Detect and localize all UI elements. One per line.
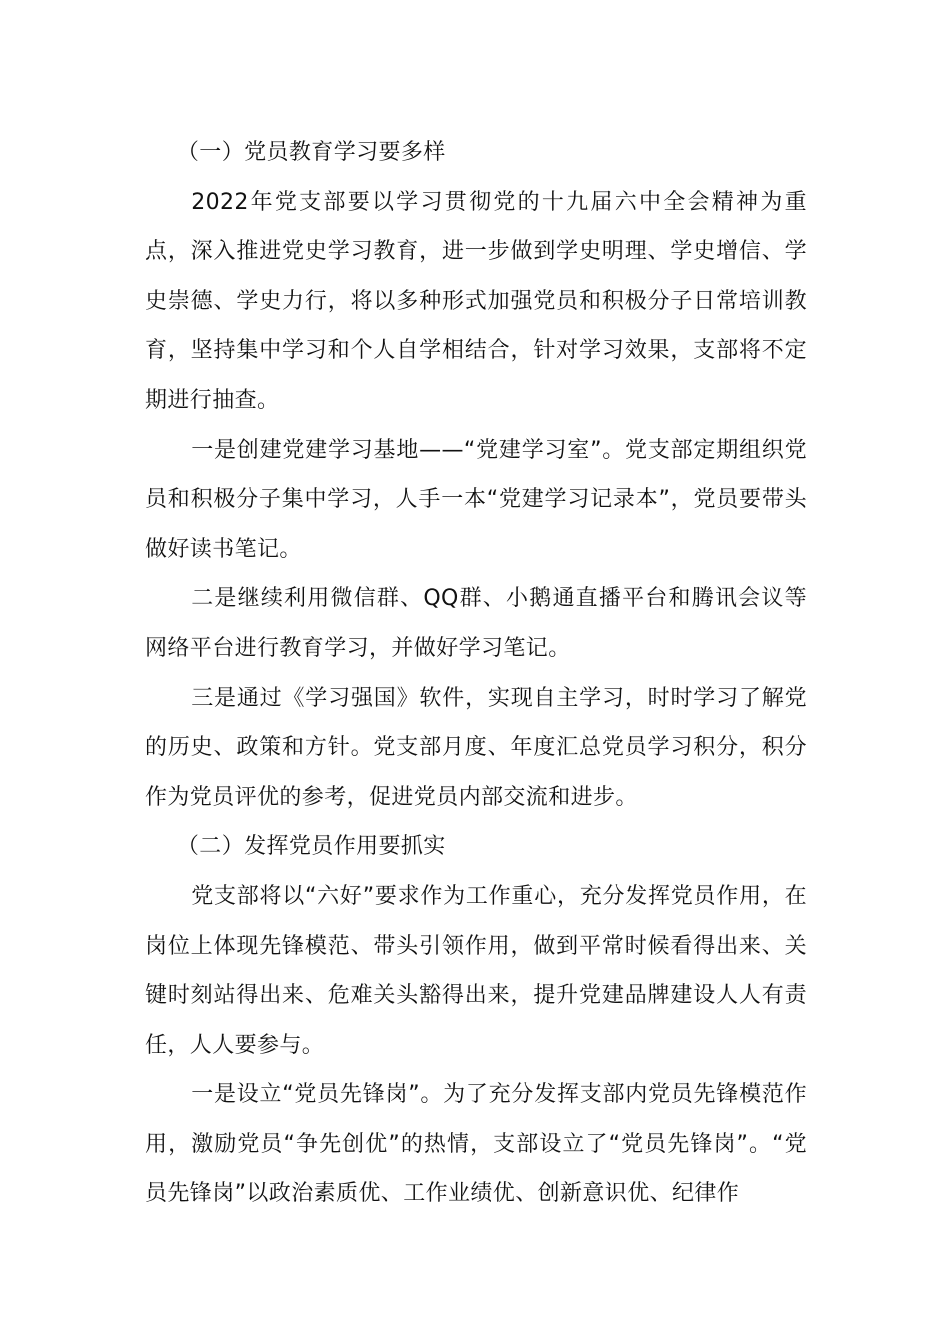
paragraph-study-room: 一是创建党建学习基地——“党建学习室”。党支部定期组织党员和积极分子集中学习，人手一本“党建学习记录本”，党员要带头做好读书笔记。: [145, 437, 807, 562]
paragraph-six-goods: 党支部将以“六好”要求作为工作重心，充分发挥党员作用，在岗位上体现先锋模范、带头引领作用，做到平常时候看得出来、关键时刻站得出来、危难关头豁得出来，提升党建品牌建设人人有责任，人人要参与。: [145, 883, 807, 1058]
paragraph-online-platforms: 二是继续利用微信群、QQ群、小鹅通直播平台和腾讯会议等网络平台进行教育学习，并做好学习笔记。: [145, 586, 807, 661]
paragraph-vanguard-post: 一是设立“党员先锋岗”。为了充分发挥支部内党员先锋模范作用，激励党员“争先创优”的热情，支部设立了“党员先锋岗”。“党员先锋岗”以政治素质优、工作业绩优、创新意识优、纪律作: [145, 1082, 807, 1207]
section-heading-2: （二）发挥党员作用要抓实: [176, 834, 446, 860]
section-heading-1: （一）党员教育学习要多样: [176, 140, 446, 165]
paragraph-study-focus: 2022年党支部要以学习贯彻党的十九届六中全会精神为重点，深入推进党史学习教育，进一步做到学史明理、学史增信、学史崇德、学史力行，将以多种形式加强党员和积极分子日常培训教育，坚持集中学习和个人自学相结合，针对学习效果，支部将不定期进行抽查。: [145, 189, 807, 413]
document-body: [145, 128, 807, 1219]
paragraph-xuexi-qiangguo: 三是通过《学习强国》软件，实现自主学习，时时学习了解党的历史、政策和方针。党支部月度、年度汇总党员学习积分，积分作为党员评优的参考，促进党员内部交流和进步。: [145, 685, 807, 810]
